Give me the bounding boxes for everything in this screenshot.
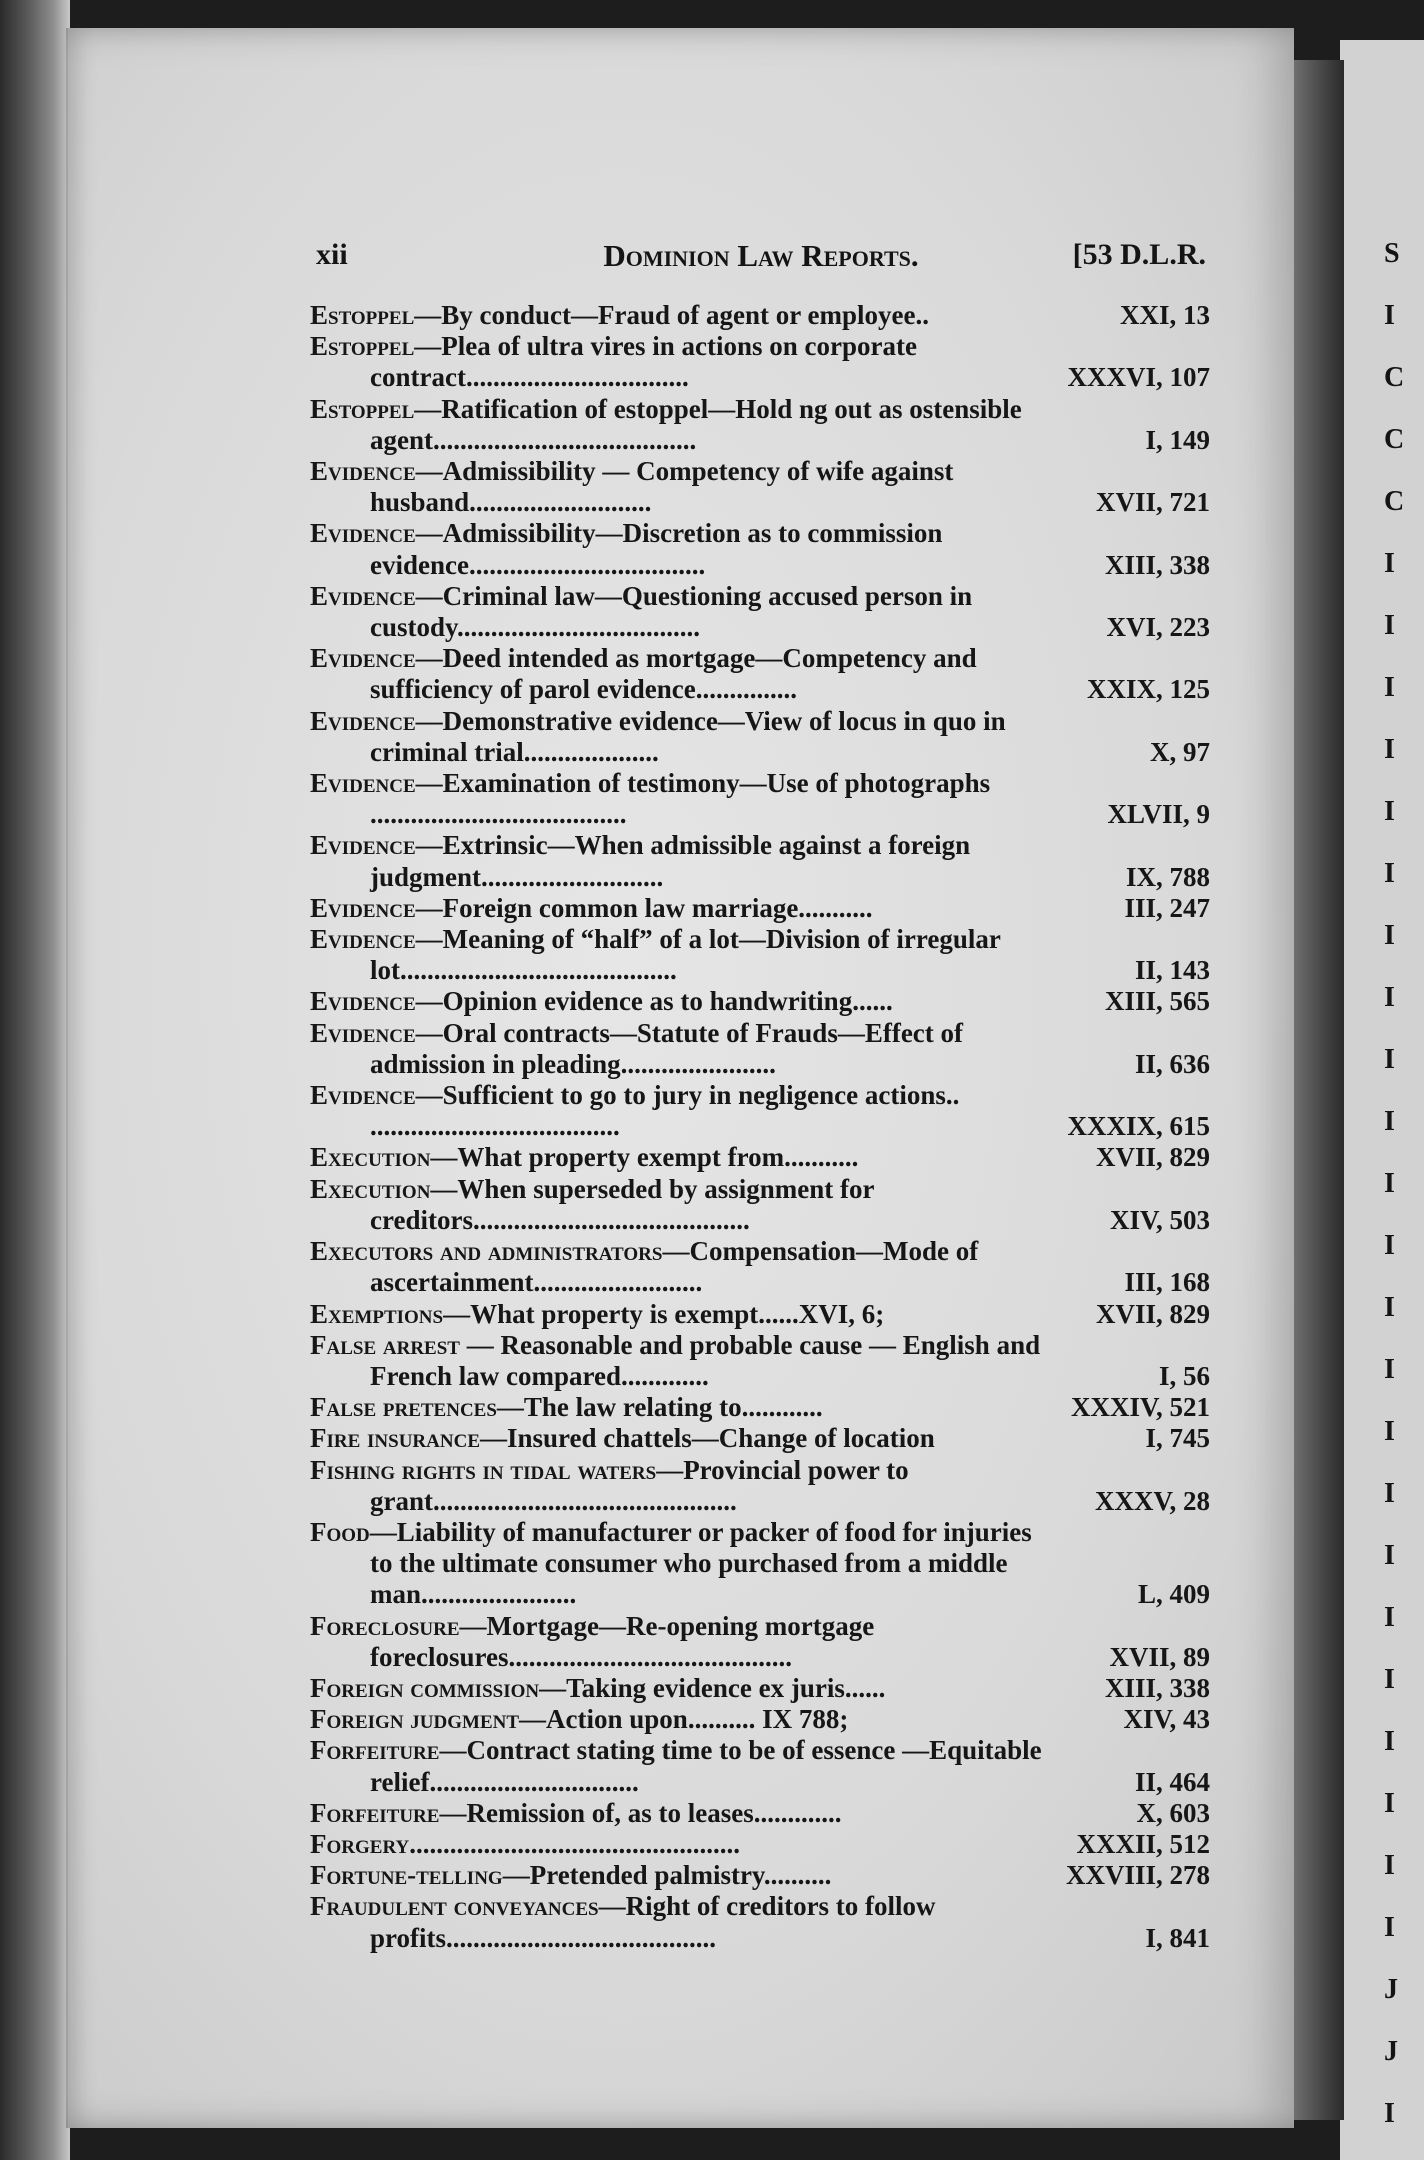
adjacent-page-letter: I [1384, 1726, 1395, 1757]
entry-citation: XIII, 338 [1104, 1672, 1210, 1703]
entry-text [310, 830, 1210, 892]
entry-citation: XXXII, 512 [1076, 1828, 1210, 1859]
adjacent-page-letter: I [1384, 1788, 1395, 1819]
entry-citation: XXXV, 28 [1094, 1485, 1210, 1516]
entry-citation: II, 464 [1134, 1766, 1210, 1797]
entry-description: —By conduct—Fraud of agent or employee.. [414, 300, 929, 330]
entry-description: —Deed intended as mortgage—Competency and sufficiency of parol evidence............... [370, 643, 977, 705]
index-entry [310, 300, 1210, 331]
entry-text [310, 1299, 1210, 1330]
index-entry [310, 1891, 1210, 1953]
adjacent-page-letter: I [1384, 1230, 1395, 1261]
entry-text [310, 1142, 1210, 1173]
index-entry [310, 1829, 1210, 1860]
entry-description: —Compensation—Mode of ascertainment......................... [370, 1236, 979, 1298]
entry-text [310, 1798, 1210, 1829]
adjacent-page-letter: I [1384, 1044, 1395, 1075]
entry-description: —Action upon.......... IX 788; [519, 1704, 849, 1735]
index-entry [310, 830, 1210, 892]
entry-text [310, 1236, 1210, 1298]
entry-text [310, 1611, 1210, 1673]
entry-description: —Right of creditors to follow profits........................................ [370, 1891, 936, 1953]
entry-citation: XVII, 89 [1109, 1641, 1210, 1672]
entry-heading: Executors and administrators [310, 1236, 663, 1267]
entry-heading: Execution [310, 1142, 431, 1173]
adjacent-page-letter: I [1384, 1292, 1395, 1323]
entry-heading: Fire insurance [310, 1423, 480, 1454]
entry-heading: Estoppel [310, 300, 415, 330]
adjacent-page-edge [1340, 40, 1424, 2160]
entry-text [310, 456, 1210, 518]
index-entry [310, 1142, 1210, 1173]
entry-description: —Meaning of “half” of a lot—Division of irregular lot......................................... [370, 924, 1001, 986]
entry-heading: Forgery [310, 1828, 410, 1859]
entry-heading: Fraudulent conveyances [310, 1891, 599, 1922]
entry-description: —Criminal law—Questioning accused person in custody.................................... [370, 580, 973, 643]
entry-description: —Provincial power to grant............................................. [370, 1454, 909, 1516]
entry-description: —Admissibility — Competency of wife against husband........................... [370, 456, 954, 518]
entry-description: ................................................. [409, 1828, 740, 1859]
entry-citation: L, 409 [1137, 1579, 1210, 1610]
index-entry [310, 456, 1210, 518]
adjacent-page-letter: I [1384, 1540, 1395, 1571]
entry-description: —Contract stating time to be of essence —Equitable relief............................... [370, 1735, 1042, 1797]
index-entry [310, 1080, 1210, 1142]
entry-description: —Mortgage—Re-opening mortgage foreclosures.......................................... [370, 1610, 875, 1672]
entry-text [310, 643, 1210, 705]
index-entry [310, 924, 1210, 986]
adjacent-page-letter: I [1384, 1602, 1395, 1633]
entry-description: —Liability of manufacturer or packer of food for injuries to the ultimate consumer who purchased from a middle man....................... [369, 1516, 1032, 1610]
index-entry [310, 706, 1210, 768]
entry-citation: X, 603 [1136, 1797, 1210, 1828]
entry-citation: XVII, 829 [1095, 1142, 1210, 1173]
entry-heading: Evidence [310, 518, 416, 549]
page-fold [66, 28, 68, 2128]
adjacent-page-letter: I [1384, 2098, 1395, 2129]
index-entry [310, 1236, 1210, 1298]
entry-citation: XIII, 565 [1104, 986, 1210, 1017]
index-entries [310, 300, 1210, 1954]
entry-text [310, 893, 1210, 924]
entry-description: —Admissibility—Discretion as to commission evidence................................... [370, 518, 943, 580]
adjacent-page-letter: C [1384, 486, 1405, 517]
entry-description: —Remission of, as to leases............. [439, 1797, 842, 1828]
book-spine [0, 0, 70, 2160]
entry-citation: XXXIV, 521 [1070, 1392, 1210, 1423]
entry-description: —The law relating to............ [496, 1392, 823, 1423]
entry-heading: Food [310, 1516, 370, 1547]
entry-heading: Exemptions [310, 1298, 444, 1329]
entry-text [310, 1517, 1210, 1611]
entry-heading: Evidence [310, 924, 416, 955]
entry-text [310, 581, 1210, 643]
entry-citation: XXIX, 125 [1086, 674, 1210, 705]
index-entry [310, 581, 1210, 643]
entry-description: —Opinion evidence as to handwriting...... [415, 986, 893, 1017]
adjacent-page-letter: I [1384, 672, 1395, 703]
entry-heading: Forfeiture [310, 1735, 440, 1766]
entry-text [310, 1018, 1210, 1080]
entry-description: —When superseded by assignment for creditors......................................... [370, 1173, 874, 1235]
entry-citation: XVII, 721 [1095, 487, 1210, 518]
entry-citation: III, 247 [1124, 892, 1210, 923]
adjacent-page-letter: I [1384, 734, 1395, 765]
index-entry [310, 331, 1210, 393]
entry-heading: Evidence [310, 1080, 416, 1111]
entry-heading: Evidence [310, 1017, 416, 1048]
entry-heading: Evidence [310, 705, 416, 736]
entry-text [310, 924, 1210, 986]
entry-description: —What property exempt from........... [430, 1142, 859, 1173]
entry-text [310, 1735, 1210, 1797]
entry-text [310, 300, 1210, 331]
entry-heading: Evidence [310, 830, 416, 861]
adjacent-page-letter: I [1384, 1850, 1395, 1881]
adjacent-page-letter: I [1384, 1912, 1395, 1943]
entry-citation: XIV, 43 [1123, 1704, 1210, 1735]
entry-heading: Fishing rights in tidal waters [310, 1454, 657, 1485]
adjacent-page-letter: I [1384, 610, 1395, 641]
entry-description: — Reasonable and probable cause — English and French law compared............. [370, 1329, 1041, 1391]
entry-description: —Extrinsic—When admissible against a foreign judgment........................... [370, 830, 971, 892]
entry-description: —Demonstrative evidence—View of locus in quo in criminal trial.................... [370, 705, 1006, 767]
entry-description: —What property is exempt......XVI, 6; [443, 1298, 885, 1329]
entry-description: —Oral contracts—Statute of Frauds—Effect of admission in pleading....................... [370, 1017, 964, 1079]
adjacent-page-letter: I [1384, 858, 1395, 889]
entry-citation: XXVIII, 278 [1065, 1860, 1210, 1891]
entry-citation: IX, 788 [1125, 861, 1210, 892]
index-entry [310, 1673, 1210, 1704]
entry-heading: Estoppel [310, 393, 415, 424]
entry-heading: Evidence [310, 768, 416, 799]
entry-heading: Foreign commission [310, 1672, 540, 1703]
entry-description: —Insured chattels—Change of location [480, 1423, 935, 1454]
entry-heading: Evidence [310, 456, 416, 487]
adjacent-page-letter: I [1384, 1354, 1395, 1385]
index-entry [310, 1517, 1210, 1611]
page-number: xii [316, 238, 348, 271]
entry-citation: XXI, 13 [1119, 300, 1210, 330]
entry-heading: Foreclosure [310, 1610, 460, 1641]
index-entry [310, 1704, 1210, 1735]
entry-citation: I, 841 [1145, 1922, 1210, 1953]
index-entry [310, 1423, 1210, 1454]
entry-heading: Estoppel [310, 331, 415, 362]
adjacent-page-letter: I [1384, 796, 1395, 827]
index-entry [310, 1392, 1210, 1423]
index-entry [310, 518, 1210, 580]
entry-text [310, 1891, 1210, 1953]
entry-heading: False pretences [310, 1392, 497, 1423]
entry-heading: Evidence [310, 643, 416, 674]
entry-text [310, 518, 1210, 580]
index-entry [310, 643, 1210, 705]
entry-text [310, 706, 1210, 768]
adjacent-page-letter: S [1384, 238, 1400, 269]
adjacent-page-letter: J [1384, 1974, 1398, 2005]
entry-heading: Evidence [310, 892, 416, 923]
index-entry [310, 394, 1210, 456]
adjacent-page-letter: C [1384, 424, 1405, 455]
entry-citation: III, 168 [1124, 1267, 1210, 1298]
adjacent-page-letter: I [1384, 1106, 1395, 1137]
entry-citation: XVII, 829 [1095, 1298, 1210, 1329]
entry-text [310, 986, 1210, 1017]
entry-citation: I, 745 [1145, 1423, 1210, 1454]
index-entry [310, 1330, 1210, 1392]
adjacent-page-letter: I [1384, 300, 1395, 331]
entry-text [310, 1174, 1210, 1236]
entry-heading: Execution [310, 1173, 431, 1204]
adjacent-page-letter: I [1384, 1416, 1395, 1447]
entry-citation: X, 97 [1150, 736, 1210, 767]
entry-citation: I, 149 [1145, 424, 1210, 455]
entry-heading: False arrest [310, 1329, 460, 1360]
publication-title: Dominion Law Reports. [603, 238, 919, 273]
index-entry [310, 1299, 1210, 1330]
entry-text [310, 1704, 1210, 1735]
index-entry [310, 1455, 1210, 1517]
entry-citation: II, 143 [1134, 955, 1210, 986]
entry-description: —Plea of ultra vires in actions on corporate contract................................. [370, 331, 917, 393]
index-entry [310, 1018, 1210, 1080]
entry-text [310, 1455, 1210, 1517]
entry-description: —Taking evidence ex juris...... [539, 1672, 886, 1703]
entry-description: —Pretended palmistry.......... [502, 1860, 832, 1891]
adjacent-page-letter: I [1384, 920, 1395, 951]
adjacent-page-letter: C [1384, 362, 1405, 393]
entry-text [310, 768, 1210, 830]
entry-description: —Foreign common law marriage........... [415, 892, 873, 923]
entry-citation: XXXVI, 107 [1067, 362, 1210, 393]
adjacent-page-letter: I [1384, 1664, 1395, 1695]
index-entry [310, 1860, 1210, 1891]
index-entry [310, 1735, 1210, 1797]
adjacent-page-letter: J [1384, 2036, 1398, 2067]
index-entry [310, 986, 1210, 1017]
index-entry [310, 768, 1210, 830]
adjacent-page-letter: I [1384, 982, 1395, 1013]
entry-description: —Examination of testimony—Use of photographs ...................................... [370, 768, 991, 830]
entry-citation: II, 636 [1134, 1048, 1210, 1079]
entry-description: —Sufficient to go to jury in negligence actions.. ..................................... [370, 1080, 960, 1142]
entry-text [310, 1829, 1210, 1860]
entry-citation: XVI, 223 [1106, 612, 1210, 643]
adjacent-page-letter: I [1384, 1168, 1395, 1199]
index-entry [310, 893, 1210, 924]
entry-citation: XLVII, 9 [1107, 799, 1210, 830]
index-entry [310, 1798, 1210, 1829]
entry-description: —Ratification of estoppel—Hold ng out as ostensible agent....................................... [370, 393, 1022, 455]
entry-text [310, 1673, 1210, 1704]
entry-text [310, 1423, 1210, 1454]
entry-heading: Fortune-telling [310, 1860, 503, 1891]
entry-heading: Forfeiture [310, 1797, 440, 1828]
adjacent-page-letter: I [1384, 548, 1395, 579]
entry-heading: Evidence [310, 580, 416, 611]
index-entry [310, 1611, 1210, 1673]
volume-reference: [53 D.L.R. [1072, 238, 1206, 271]
entry-citation: XIII, 338 [1104, 549, 1210, 580]
entry-heading: Foreign judgment [310, 1704, 520, 1735]
entry-citation: XIV, 503 [1109, 1204, 1210, 1235]
adjacent-page-letter: I [1384, 1478, 1395, 1509]
running-header [316, 238, 1206, 278]
entry-citation: I, 56 [1158, 1360, 1210, 1391]
entry-heading: Evidence [310, 986, 416, 1017]
entry-text [310, 1330, 1210, 1392]
entry-text [310, 394, 1210, 456]
index-entry [310, 1174, 1210, 1236]
entry-citation: XXXIX, 615 [1067, 1111, 1210, 1142]
